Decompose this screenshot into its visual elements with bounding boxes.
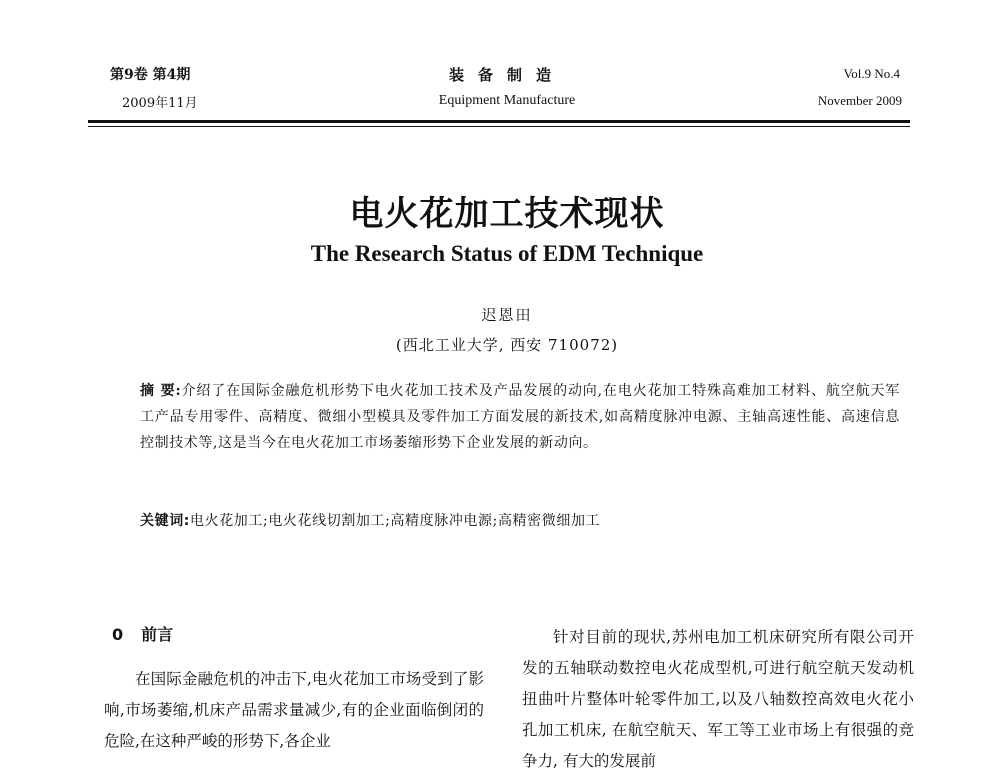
- section-heading: [112, 622, 173, 645]
- body-column-right: [522, 622, 914, 777]
- article-title-cn: 电火花加工技术现状: [349, 194, 665, 234]
- date-en: November 2009: [817, 93, 902, 108]
- keywords-text: 电火花加工;电火花线切割加工;高精度脉冲电源;高精密微细加工: [190, 513, 601, 529]
- journal-title-en: Equipment Manufacture: [438, 93, 576, 108]
- author-affiliation: (西北工业大学, 西安 710072): [395, 336, 619, 354]
- abstract-text: 介绍了在国际金融危机形势下电火花加工技术及产品发展的动向,在电火花加工特殊高难加工材料、航空航天军工产品专用零件、高精度、微细小型模具及零件加工方面发展的新技术,如高精度脉冲电源、主轴高速性能、高速信息控制技术等,这是当今在电火花加工市场萎缩形势下企业发展的新动向。: [140, 383, 900, 451]
- abstract-label: 摘 要:: [140, 383, 182, 399]
- volume-issue-cn: 第9卷 第4期: [110, 67, 191, 83]
- section-title: 前言: [141, 625, 174, 644]
- abstract: [140, 378, 900, 456]
- journal-title-cn: 装备制造: [448, 66, 565, 84]
- date-cn: 2009年11月: [122, 96, 198, 111]
- author-name: 迟恩田: [481, 306, 533, 324]
- paragraph: 针对目前的现状,苏州电加工机床研究所有限公司开发的五轴联动数控电火花成型机,可进行航空航天发动机扭曲叶片整体叶轮零件加工,以及八轴数控高效电火花小孔加工机床, 在航空航天、军工等工业市场上有很强的竞争力, 有大的发展前: [522, 628, 914, 770]
- body-column-left: [104, 664, 484, 757]
- section-number: 0: [112, 625, 124, 644]
- header-rule-thin: [88, 126, 910, 127]
- keywords: [140, 508, 900, 534]
- paragraph: 在国际金融危机的冲击下,电火花加工市场受到了影响,市场萎缩,机床产品需求量减少,有的企业面临倒闭的危险,在这种严峻的形势下,各企业: [104, 670, 484, 750]
- header-rule-thick: [88, 120, 910, 123]
- volume-issue-en: Vol.9 No.4: [843, 66, 900, 81]
- keywords-label: 关键词:: [140, 513, 190, 529]
- article-title-en: The Research Status of EDM Technique: [310, 241, 704, 266]
